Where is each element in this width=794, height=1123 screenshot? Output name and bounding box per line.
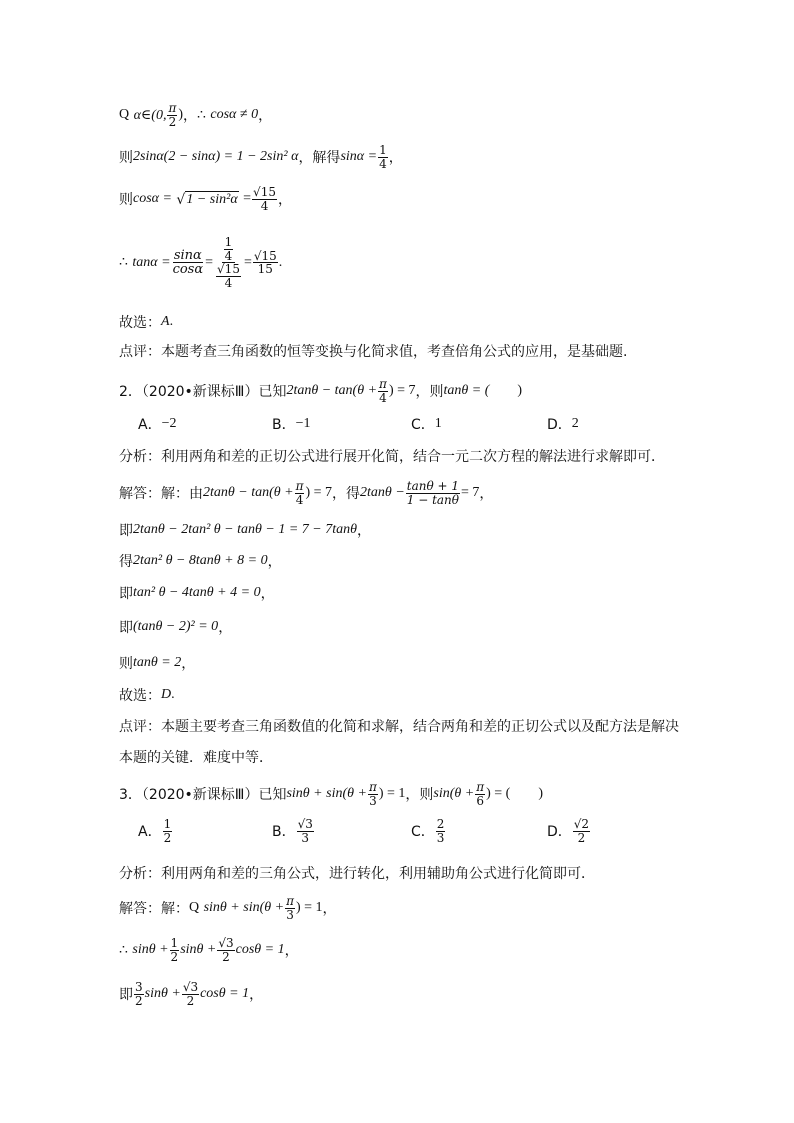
line-cos-value: 则 cosα = √ 1 − sin²α = $\frac{√15}{4}$ ， <box>119 185 292 213</box>
fraction: $\frac{\pi}{2}$ <box>168 101 177 129</box>
fraction: $\frac{\tan\theta + 1}{1 - \tan\theta}$ <box>406 479 460 507</box>
fraction: $\frac{√15}{4}$ <box>253 185 276 213</box>
fraction: $\frac{1}{2}$ <box>170 936 179 964</box>
q3-option-c[interactable]: C． $\frac{2}{3}$ <box>411 817 445 845</box>
line-tan-value: ∴ tanα = $\frac{\sin\alpha}{\cos\alpha}$ = $\frac{\frac{1}{4}}{\frac{√15}{4}}$ = $\frac{√15}{15}$ . <box>119 235 283 290</box>
fraction: $\frac{√3}{2}$ <box>218 936 234 964</box>
review-2b: 本题的关键．难度中等． <box>119 750 273 766</box>
q3-option-a[interactable]: A． $\frac{1}{2}$ <box>138 817 172 845</box>
q3-analysis: 分析：利用两角和差的三角公式，进行转化，利用辅助角公式进行化简即可． <box>119 866 595 882</box>
question-2-stem: 2．（2020•新课标Ⅲ）已知 2tanθ − tan(θ + $\frac{\pi}{4}$ ) = 7 ，则 tanθ = ( ) <box>119 377 523 405</box>
q2-solution-2: 即 2tanθ − 2tan² θ − tanθ − 1 = 7 − 7tanθ ， <box>119 522 371 539</box>
q2-option-b[interactable]: B． −1 <box>272 416 311 433</box>
q2-option-d[interactable]: D． 2 <box>547 416 579 433</box>
q3-solution-3: 即 $\frac{3}{2}$ sinθ + $\frac{√3}{2}$ cosθ = 1 ， <box>119 980 264 1008</box>
because-symbol: Q <box>189 900 200 916</box>
q2-solution-4: 即 tan² θ − 4tanθ + 4 = 0 ， <box>119 585 275 602</box>
q3-option-d[interactable]: D． $\frac{√2}{2}$ <box>547 817 590 845</box>
review-2a: 点评：本题主要考查三角函数值的化简和求解，结合两角和差的正切公式以及配方法是解决 <box>119 719 679 735</box>
because-symbol: Q <box>119 107 130 123</box>
fraction: $\frac{√3}{2}$ <box>182 980 199 1008</box>
q2-analysis: 分析：利用两角和差的正切公式进行展开化简，结合一元二次方程的解法进行求解即可． <box>119 449 665 465</box>
fraction: $\frac{\pi}{6}$ <box>476 780 485 808</box>
line-q-alpha-domain: Q α∈(0, $\frac{\pi}{2}$ ) ， ∴ cosα ≠ 0 ， <box>119 101 273 129</box>
fraction: $\frac{3}{2}$ <box>135 980 143 1008</box>
math-text: α∈(0, <box>133 107 167 123</box>
q2-solution-1: 解答：解：由 2tanθ − tan(θ + $\frac{\pi}{4}$ ) = 7 ，得 2tanθ − $\frac{\tan\theta + 1}{1 - \tan\theta}$ = 7 ， <box>119 479 494 507</box>
fraction: $\frac{\pi}{3}$ <box>368 780 377 808</box>
fraction: $\frac{1}{4}$ <box>379 143 387 171</box>
fraction: $\frac{√15}{15}$ <box>253 248 277 277</box>
fraction: $\frac{\sin\alpha}{\cos\alpha}$ <box>172 247 204 278</box>
question-3-stem: 3．（2020•新课标Ⅲ）已知 sinθ + sin(θ + $\frac{\pi}{3}$ ) = 1 ，则 sin(θ + $\frac{\pi}{6}$ ) = ( ) <box>119 780 544 808</box>
answer-line-1: 故选： A . <box>119 314 174 331</box>
fraction: $\frac{\pi}{3}$ <box>286 894 294 922</box>
line-solve-sin: 则 2sinα(2 − sinα) = 1 − 2sin² α ，解得 sinα = $\frac{1}{4}$ ， <box>119 143 403 171</box>
q2-solution-6: 则 tanθ = 2 ， <box>119 655 196 672</box>
fraction: $\frac{\pi}{4}$ <box>295 479 304 507</box>
q2-solution-3: 得 2tan² θ − 8tanθ + 8 = 0 ， <box>119 553 282 570</box>
answer-line-2: 故选： D . <box>119 687 175 704</box>
q3-solution-1: 解答：解： Q sinθ + sin(θ + $\frac{\pi}{3}$ ) = 1 ， <box>119 894 337 922</box>
q2-option-a[interactable]: A． −2 <box>138 416 177 433</box>
fraction: $\frac{\pi}{4}$ <box>379 377 387 405</box>
review-1: 点评：本题考查三角函数的恒等变换与化简求值，考查倍角公式的应用，是基础题. <box>119 344 628 360</box>
q2-option-c[interactable]: C． 1 <box>411 416 442 433</box>
compound-fraction: $\frac{\frac{1}{4}}{\frac{√15}{4}}$ <box>217 235 240 290</box>
q3-option-b[interactable]: B． $\frac{√3}{3}$ <box>272 817 313 845</box>
q2-solution-5: 即 (tanθ − 2)² = 0 ， <box>119 619 233 636</box>
square-root: √ 1 − sin²α <box>176 191 238 208</box>
q3-solution-2: ∴ sinθ + $\frac{1}{2}$ sinθ + $\frac{√3}{2}$ cosθ = 1 ， <box>119 936 299 964</box>
